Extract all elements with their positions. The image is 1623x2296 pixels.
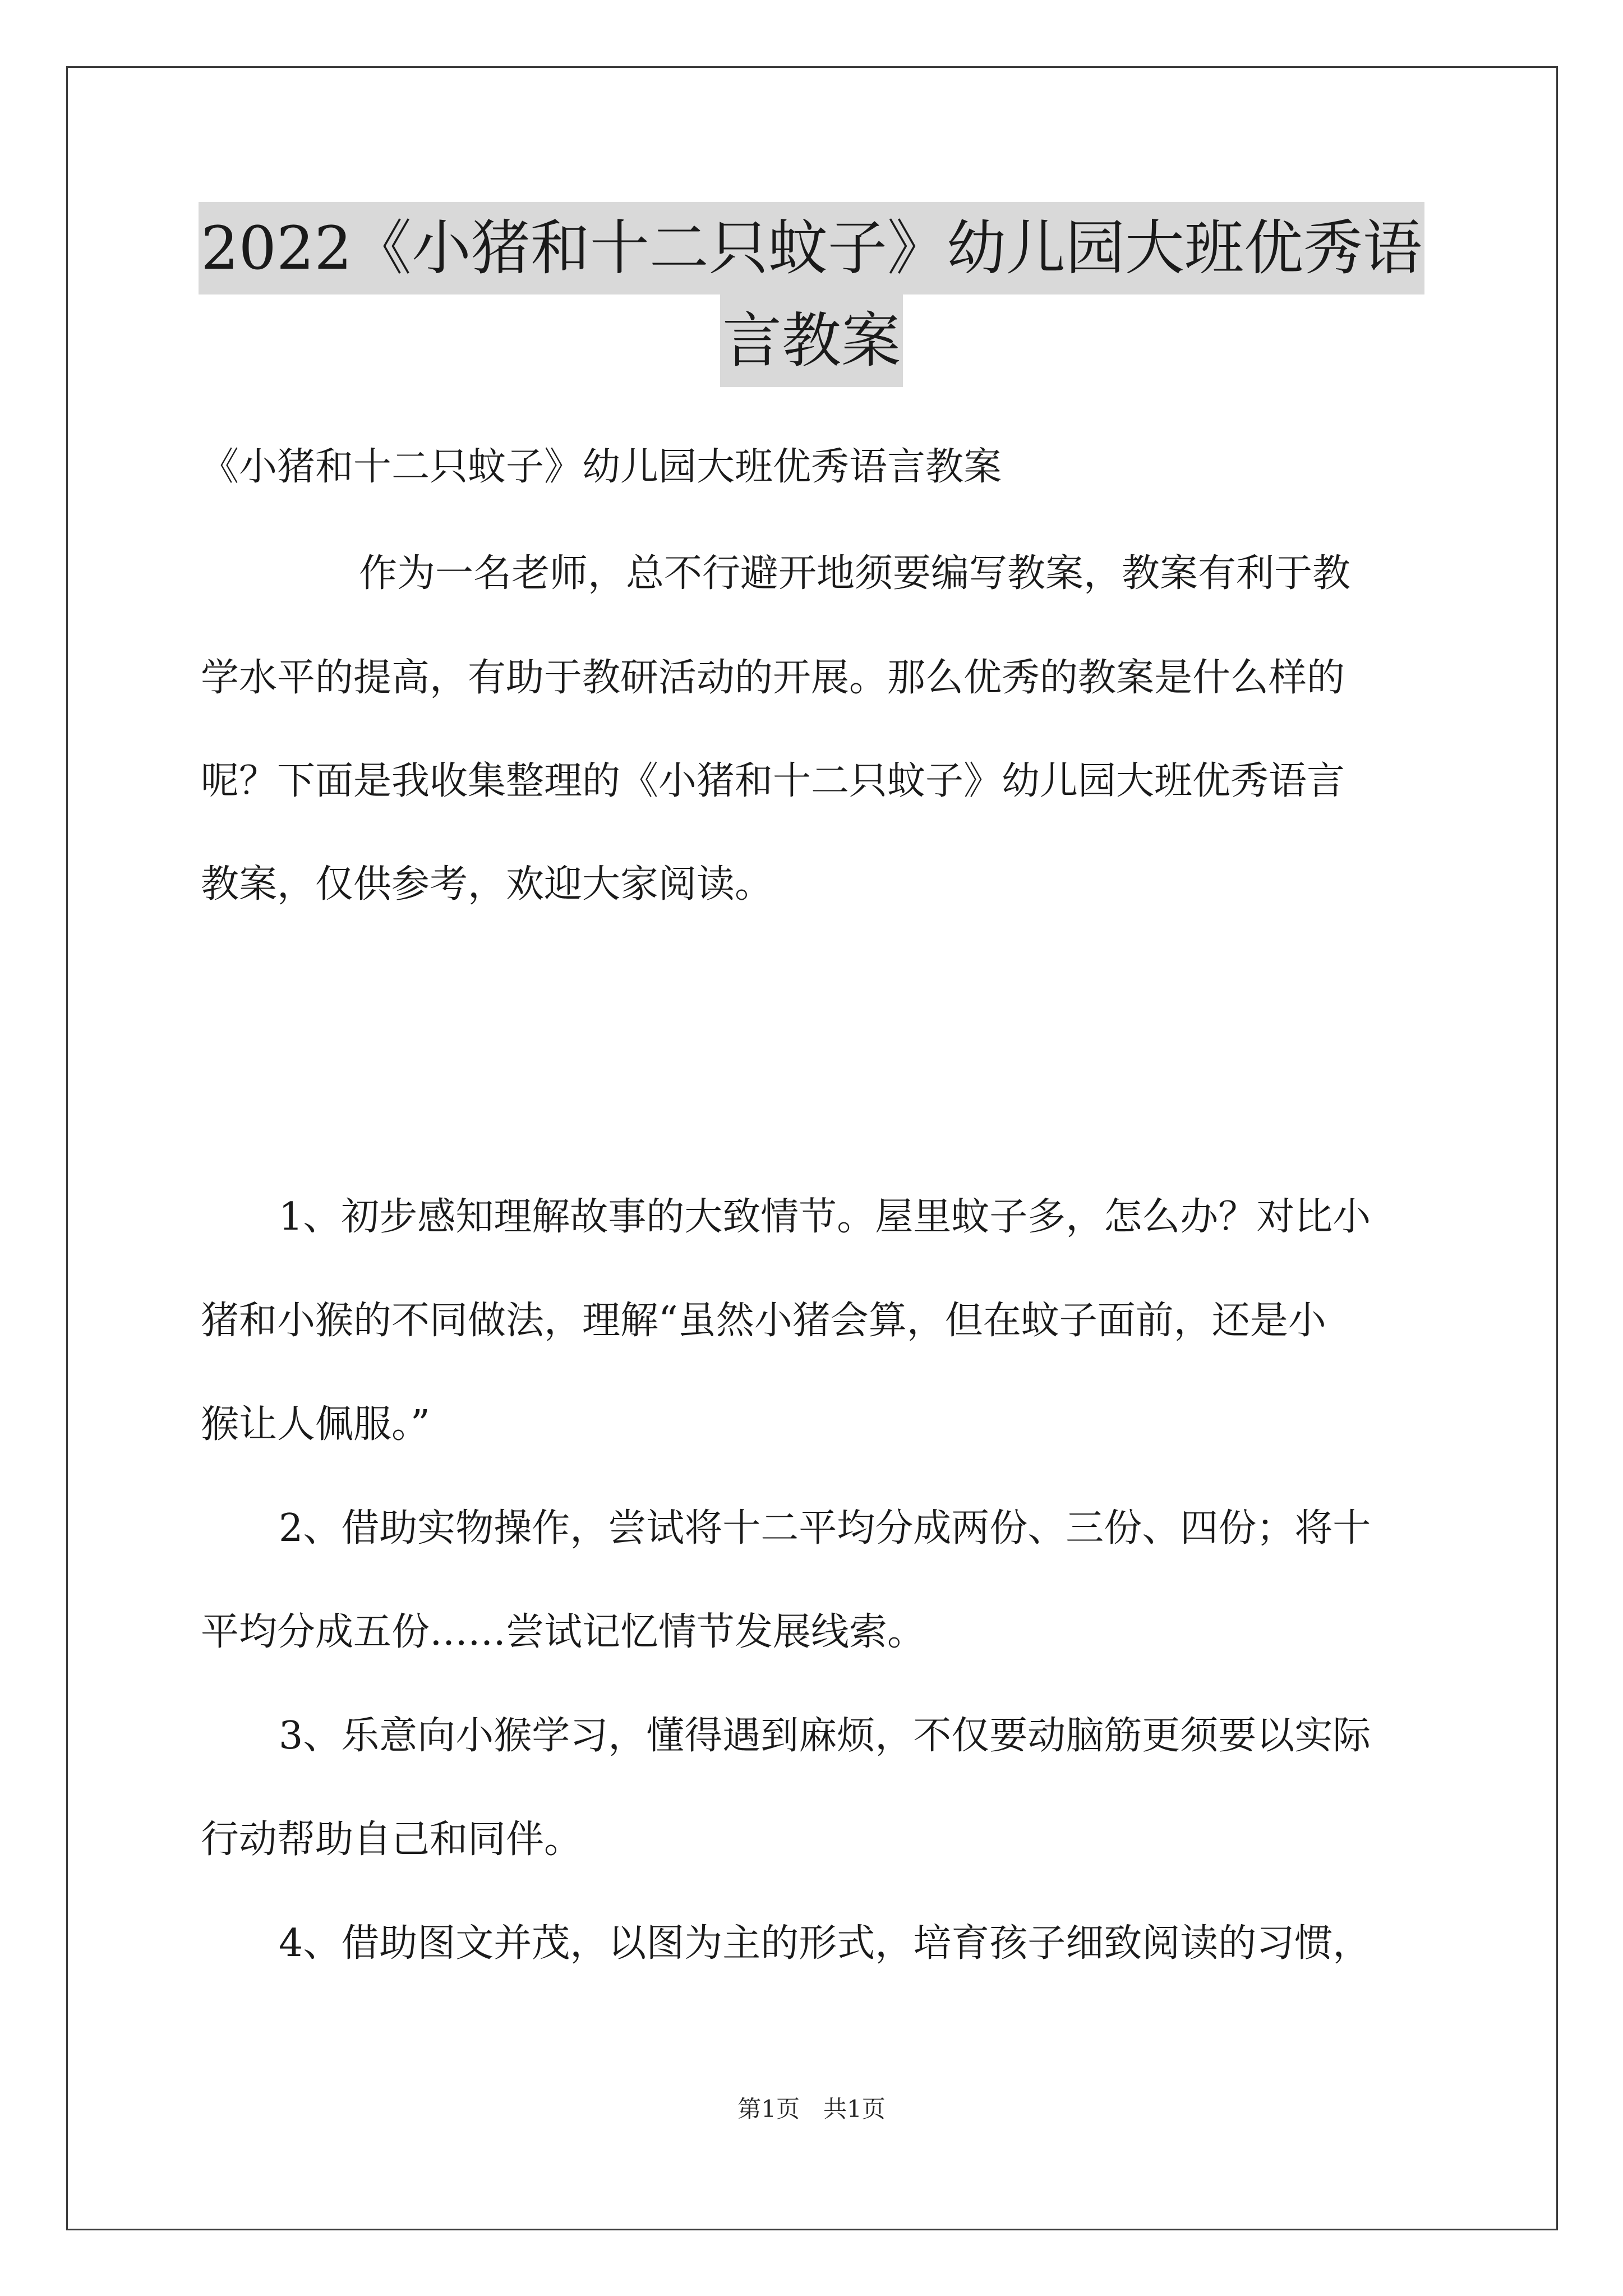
goal-line-2: 猪和小猴的不同做法，理解“虽然小猪会算，但在蚊子面前，还是小 (201, 1299, 1326, 1343)
page-border (66, 66, 1558, 2230)
goal-line-1: 1、初步感知理解故事的大致情节。屋里蚊子多，怎么办？对比小 (279, 1195, 1371, 1239)
intro-line-3: 呢？下面是我收集整理的《小猪和十二只蚊子》幼儿园大班优秀语言 (201, 759, 1345, 803)
title-line-2: 言教案 (720, 295, 903, 387)
goal-line-6: 3、乐意向小猴学习，懂得遇到麻烦，不仅要动脑筋更须要以实际 (279, 1714, 1371, 1758)
document-title (168, 202, 1455, 387)
intro-line-2: 学水平的提高，有助于教研活动的开展。那么优秀的教案是什么样的 (201, 656, 1345, 700)
intro-line-4: 教案，仅供参考，欢迎大家阅读。 (201, 862, 773, 907)
title-line-1: 2022《小猪和十二只蚊子》幼儿园大班优秀语 (199, 202, 1424, 295)
intro-line-1: 作为一名老师，总不行避开地须要编写教案，教案有利于教 (359, 551, 1351, 596)
page-number-footer: 第1页 共1页 (737, 2095, 886, 2123)
goal-line-5: 平均分成五份……尝试记忆情节发展线索。 (201, 1610, 926, 1654)
goal-line-7: 行动帮助自己和同伴。 (201, 1818, 583, 1862)
document-subtitle: 《小猪和十二只蚊子》幼儿园大班优秀语言教案 (201, 445, 1002, 489)
goal-line-3: 猴让人佩服。” (201, 1402, 430, 1447)
goal-line-8: 4、借助图文并茂，以图为主的形式，培育孩子细致阅读的习惯， (279, 1921, 1371, 1966)
goal-line-4: 2、借助实物操作，尝试将十二平均分成两份、三份、四份；将十 (279, 1506, 1371, 1550)
